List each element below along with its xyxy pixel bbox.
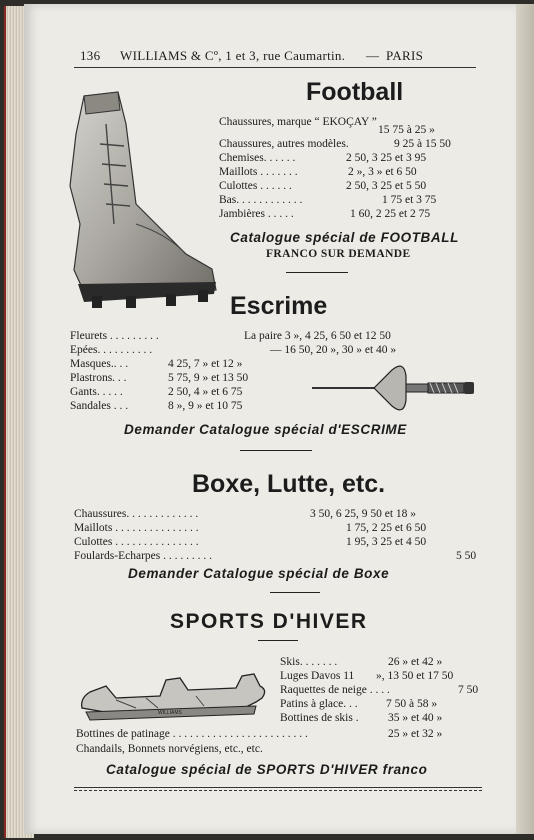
boxe-catalogue-note: Demander Catalogue spécial de Boxe (128, 566, 390, 581)
football-line-5-label: Maillots . . . . . . . (219, 166, 298, 178)
football-line-8-prices: 1 60, 2 25 et 2 75 (350, 208, 431, 220)
boxe-line-4-prices: 5 50 (456, 550, 477, 562)
hiver-line-2-label: Luges Davos 11 (280, 670, 355, 682)
escrime-line-6-label: Sandales . . . (70, 400, 129, 412)
boxe-title: Boxe, Lutte, etc. (192, 470, 386, 498)
football-franco-note: FRANCO SUR DEMANDE (266, 248, 411, 260)
ice-skate-illustration (76, 668, 288, 730)
header-rule (74, 67, 476, 68)
escrime-line-3-prices: 4 25, 7 » et 12 » (168, 358, 243, 370)
football-boot-illustration (66, 84, 218, 316)
hiver-line-4-label: Patins à glace. . . (280, 698, 358, 710)
boxe-separator (270, 592, 320, 593)
escrime-line-2-label: Epées. . . . . . . . . . (70, 344, 153, 356)
escrime-line-1-label: Fleurets . . . . . . . . . (70, 330, 159, 342)
hiver-line-3-prices: 7 50 (458, 684, 479, 696)
footer-rule-bottom (74, 790, 482, 791)
escrime-line-6-prices: 8 », 9 » et 10 75 (168, 400, 243, 412)
page-right-edge (516, 4, 534, 834)
hiver-line-7-label: Chandails, Bonnets norvégiens, etc., etc. (76, 743, 263, 755)
football-line-6-prices: 2 50, 3 25 et 5 50 (346, 180, 427, 192)
boxe-line-2-label: Maillots . . . . . . . . . . . . . . . (74, 522, 199, 534)
footer-rule-top (74, 787, 482, 788)
football-separator (286, 272, 348, 273)
hiver-title-rule (258, 640, 298, 641)
boxe-line-1-label: Chaussures. . . . . . . . . . . . . (74, 508, 199, 520)
escrime-line-2-prices: — 16 50, 20 », 30 » et 40 » (270, 344, 397, 356)
football-line-2-prices: 15 75 à 25 » (378, 124, 435, 136)
hiver-line-5-label: Bottines de skis . (280, 712, 359, 724)
escrime-line-4-prices: 5 75, 9 » et 13 50 (168, 372, 249, 384)
hiver-line-1-prices: 26 » et 42 » (388, 656, 443, 668)
football-line-8-label: Jambières . . . . . (219, 208, 294, 220)
football-line-1-label: Chaussures, marque “ EKOÇAY ” (219, 116, 377, 128)
hiver-line-5-prices: 35 » et 40 » (388, 712, 443, 724)
header-city: PARIS (386, 48, 424, 63)
boxe-line-4-label: Foulards-Echarpes . . . . . . . . . (74, 550, 212, 562)
escrime-line-5-prices: 2 50, 4 » et 6 75 (168, 386, 243, 398)
escrime-line-3-label: Masques.. . . (70, 358, 129, 370)
football-line-3-label: Chaussures, autres modèles. (219, 138, 349, 150)
boxe-line-3-prices: 1 95, 3 25 et 4 50 (346, 536, 427, 548)
skate-engraving: WILLIAMS (158, 710, 182, 716)
catalogue-page (24, 4, 516, 834)
football-line-6-label: Culottes . . . . . . (219, 180, 292, 192)
football-line-4-prices: 2 50, 3 25 et 3 95 (346, 152, 427, 164)
football-line-5-prices: 2 », 3 » et 6 50 (348, 166, 417, 178)
hiver-line-6-prices: 25 » et 32 » (388, 728, 443, 740)
hiver-line-2-prices: », 13 50 et 17 50 (376, 670, 454, 682)
hiver-line-6-label: Bottines de patinage . . . . . . . . . . . . . . . . . . . . . . . . (76, 728, 308, 740)
escrime-line-1-prices: La paire 3 », 4 25, 6 50 et 12 50 (244, 330, 391, 342)
escrime-line-5-label: Gants. . . . . (70, 386, 123, 398)
football-line-7-prices: 1 75 et 3 75 (382, 194, 437, 206)
football-title: Football (306, 78, 404, 106)
hiver-catalogue-note: Catalogue spécial de SPORTS D'HIVER franco (106, 762, 428, 777)
escrime-title: Escrime (230, 292, 328, 320)
company-address: WILLIAMS & Cº, 1 et 3, rue Caumartin. (120, 48, 346, 63)
hiver-line-1-label: Skis. . . . . . . (280, 656, 338, 668)
hiver-line-4-prices: 7 50 à 58 » (386, 698, 438, 710)
fencing-foil-illustration (308, 356, 480, 420)
boxe-line-3-label: Culottes . . . . . . . . . . . . . . . (74, 536, 199, 548)
escrime-line-4-label: Plastrons. . . (70, 372, 127, 384)
boxe-line-2-prices: 1 75, 2 25 et 6 50 (346, 522, 427, 534)
hiver-line-3-label: Raquettes de neige . . . . (280, 684, 390, 696)
football-line-4-label: Chemises. . . . . . (219, 152, 296, 164)
page-number: 136 (80, 48, 101, 63)
escrime-catalogue-note: Demander Catalogue spécial d'ESCRIME (124, 422, 407, 437)
boxe-line-1-prices: 3 50, 6 25, 9 50 et 18 » (310, 508, 417, 520)
football-line-3-prices: 9 25 à 15 50 (394, 138, 451, 150)
hiver-title: SPORTS D'HIVER (170, 610, 368, 633)
football-catalogue-note: Catalogue spécial de FOOTBALL (230, 230, 459, 245)
header-dash: — (366, 48, 380, 63)
escrime-separator (240, 450, 312, 451)
football-line-7-label: Bas. . . . . . . . . . . . (219, 194, 303, 206)
